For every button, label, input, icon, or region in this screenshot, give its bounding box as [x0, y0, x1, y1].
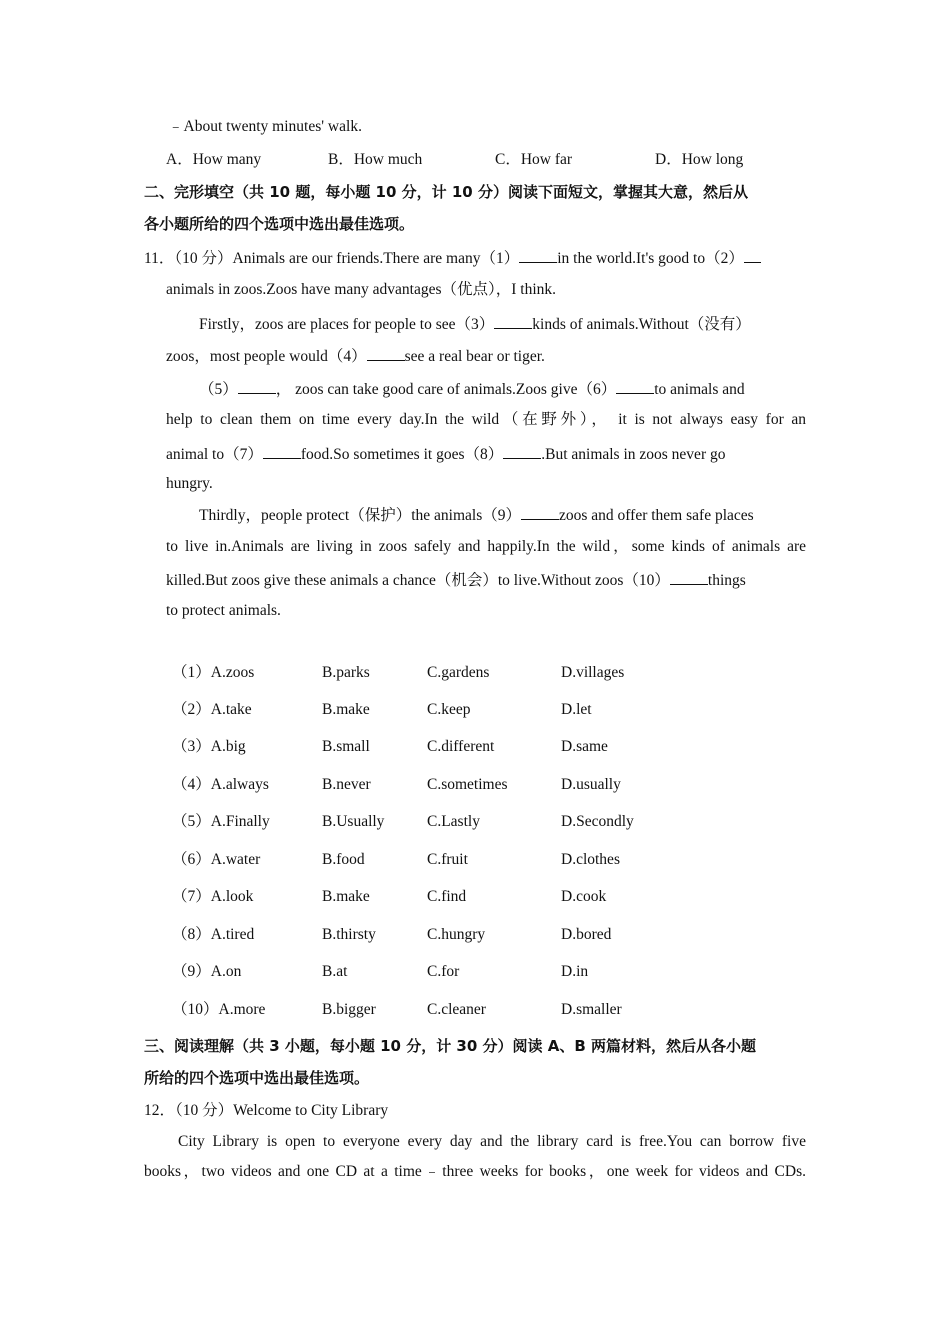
q12-heading: 12．（10 分）Welcome to City Library [144, 1102, 389, 1119]
option-5-a: （5）A.Finally [172, 813, 270, 830]
option-4-c: C.sometimes [427, 776, 508, 793]
blank-4 [367, 345, 405, 361]
option-2-c: C.keep [427, 701, 471, 718]
option-4-a: （4）A.always [172, 776, 269, 793]
option-5-c: C.Lastly [427, 813, 480, 830]
option-7-c: C.find [427, 888, 467, 905]
q10-option-a: A．How many [166, 151, 262, 168]
blank-3 [494, 313, 532, 329]
blank-10 [670, 569, 708, 585]
option-1-a: （1）A.zoos [172, 664, 255, 681]
option-7-a: （7）A.look [172, 888, 254, 905]
option-5-b: B.Usually [322, 813, 385, 830]
q11-paragraph1-line1 [144, 247, 761, 269]
option-2-a: （2）A.take [172, 701, 252, 718]
blank-6 [616, 378, 654, 394]
q10-option-d: D．How long [655, 151, 744, 168]
section2-title-line1: 二、完形填空（共 10 题，每小题 10 分，计 10 分）阅读下面短文，掌握其大意，然后从 [144, 183, 748, 201]
option-1-b: B.parks [322, 664, 370, 681]
q11-text: ， zoos can take good care of animals.Zoos give（6） [275, 381, 617, 398]
option-7-b: B.make [322, 888, 370, 905]
option-9-d: D.in [561, 963, 589, 980]
option-10-a: （10）A.more [172, 1001, 266, 1018]
section3-title-line2: 所给的四个选项中选出最佳选项。 [144, 1069, 370, 1087]
q11-text: kinds of animals.Without（没有） [532, 316, 751, 333]
q11-paragraph4-line2: to live in.Animals are living in zoos safely and happily.In the wild，some kinds of animals are [166, 538, 806, 555]
q11-paragraph2-line2 [166, 345, 545, 367]
q11-text: killed.But zoos give these animals a chance（机会）to live.Without zoos（10） [166, 572, 670, 589]
option-8-d: D.bored [561, 926, 612, 943]
q11-paragraph4-line1 [199, 504, 754, 526]
option-8-b: B.thirsty [322, 926, 376, 943]
option-9-c: C.for [427, 963, 460, 980]
q11-paragraph4-line3 [166, 569, 746, 591]
option-3-c: C.different [427, 738, 495, 755]
q12-passage-line2: books，two videos and one CD at a time﹣three weeks for books，one week for videos and CDs. [144, 1163, 806, 1180]
option-1-c: C.gardens [427, 664, 490, 681]
option-6-a: （6）A.water [172, 851, 261, 868]
option-5-d: D.Secondly [561, 813, 634, 830]
q11-paragraph4-line4: to protect animals. [166, 602, 281, 619]
q11-text: （5） [199, 381, 238, 398]
q11-paragraph2-line1 [199, 313, 751, 335]
option-6-c: C.fruit [427, 851, 468, 868]
q11-text: 11．（10 分）Animals are our friends.There are many（1） [144, 250, 520, 267]
option-4-b: B.never [322, 776, 371, 793]
q11-text: zoos and offer them safe places [559, 507, 754, 524]
q11-text: in the world.It's good to（2） [557, 250, 744, 267]
blank-1 [519, 247, 557, 263]
q11-text: see a real bear or tiger. [404, 348, 545, 365]
q11-text: Thirdly，people protect（保护）the animals（9） [199, 507, 521, 524]
q11-text: food.So sometimes it goes（8） [300, 446, 504, 463]
blank-5 [238, 378, 276, 394]
q11-text: Firstly，zoos are places for people to see（3） [199, 316, 495, 333]
q11-paragraph3-line3 [166, 443, 725, 465]
q11-text: animal to（7） [166, 446, 263, 463]
section2-title-line2: 各小题所给的四个选项中选出最佳选项。 [144, 215, 415, 233]
option-9-a: （9）A.on [172, 963, 242, 980]
option-4-d: D.usually [561, 776, 621, 793]
q11-text: .But animals in zoos never go [541, 446, 726, 463]
option-2-d: D.let [561, 701, 592, 718]
q11-paragraph1-line2: animals in zoos.Zoos have many advantages（优点），I think. [166, 281, 557, 298]
blank-2 [744, 247, 761, 263]
option-3-d: D.same [561, 738, 608, 755]
option-8-a: （8）A.tired [172, 926, 255, 943]
blank-7 [263, 443, 301, 459]
option-10-d: D.smaller [561, 1001, 622, 1018]
q10-answer-line: ﹣About twenty minutes' walk. [168, 118, 362, 135]
q11-paragraph3-line4: hungry. [166, 475, 213, 492]
q12-passage-line1: City Library is open to everyone every day and the library card is free.You can borrow five [178, 1133, 806, 1150]
option-2-b: B.make [322, 701, 370, 718]
q11-text: things [707, 572, 746, 589]
option-6-d: D.clothes [561, 851, 620, 868]
option-3-a: （3）A.big [172, 738, 246, 755]
option-3-b: B.small [322, 738, 370, 755]
option-8-c: C.hungry [427, 926, 486, 943]
option-1-d: D.villages [561, 664, 625, 681]
q11-paragraph3-line1 [199, 378, 745, 400]
option-10-b: B.bigger [322, 1001, 376, 1018]
option-9-b: B.at [322, 963, 348, 980]
q10-option-b: B．How much [328, 151, 423, 168]
q11-paragraph3-line2: help to clean them on time every day.In the wild（在野外）， it is not always easy for an [166, 411, 806, 428]
q11-text: zoos，most people would（4） [166, 348, 367, 365]
option-10-c: C.cleaner [427, 1001, 486, 1018]
blank-8 [503, 443, 541, 459]
q10-option-c: C．How far [495, 151, 573, 168]
option-7-d: D.cook [561, 888, 607, 905]
q11-text: to animals and [654, 381, 745, 398]
blank-9 [521, 504, 559, 520]
option-6-b: B.food [322, 851, 365, 868]
section3-title-line1: 三、阅读理解（共 3 小题，每小题 10 分，计 30 分）阅读 A、B 两篇材料，然后从各小题 [144, 1037, 757, 1055]
